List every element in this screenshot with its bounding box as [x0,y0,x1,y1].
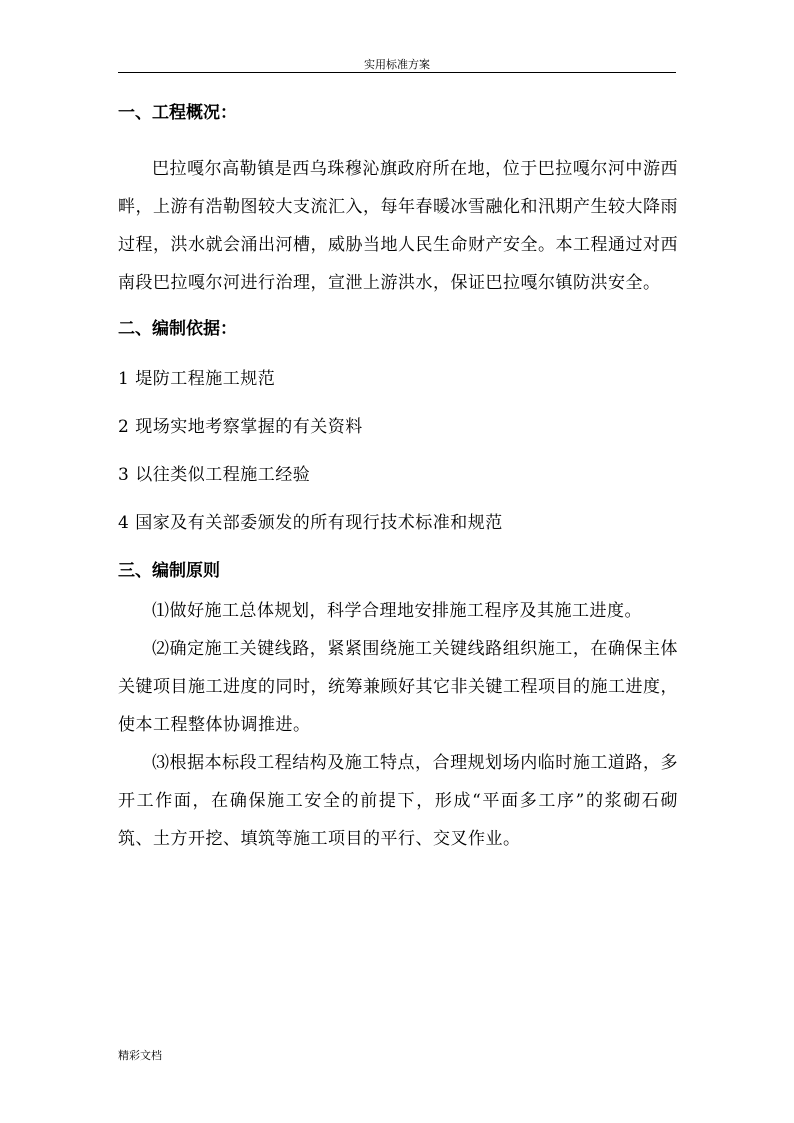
principle-paragraph: ⑶根据本标段工程结构及施工特点，合理规划场内临时施工道路，多开工作面，在确保施工安全的前提下，形成“平面多工序”的浆砌石砌筑、土方开挖、填筑等施工项目的平行、交叉作业。 [118,753,678,849]
section-heading-overview: 一、工程概况： [118,103,237,123]
header-divider [118,72,676,73]
basis-item: 2 现场实地考察掌握的有关资料 [118,417,363,437]
basis-item: 3 以往类似工程施工经验 [118,465,311,485]
section-heading-principles: 三、编制原则 [118,561,220,581]
section-heading-basis: 二、编制依据： [118,319,237,339]
document-body [118,100,678,858]
overview-paragraph: 巴拉嘎尔高勒镇是西乌珠穆沁旗政府所在地，位于巴拉嘎尔河中游西畔，上游有浩勒图较大支流汇入，每年春暖冰雪融化和汛期产生较大降雨过程，洪水就会涌出河槽，威胁当地人民生命财产安全。本工程通过对西南段巴拉嘎尔河进行治理，宣泄上游洪水，保证巴拉嘎尔镇防洪安全。 [118,159,678,293]
page-footer: 精彩文档 [118,1049,162,1062]
basis-item: 4 国家及有关部委颁发的所有现行技术标准和规范 [118,513,503,533]
principle-paragraph: ⑵确定施工关键线路，紧紧围绕施工关键线路组织施工，在确保主体关键项目施工进度的同时，统筹兼顾好其它非关键工程项目的施工进度，使本工程整体协调推进。 [118,639,678,735]
page-header: 实用标准方案 [364,58,430,71]
principle-paragraph: ⑴做好施工总体规划，科学合理地安排施工程序及其施工进度。 [152,601,642,621]
basis-item: 1 堤防工程施工规范 [118,369,276,389]
